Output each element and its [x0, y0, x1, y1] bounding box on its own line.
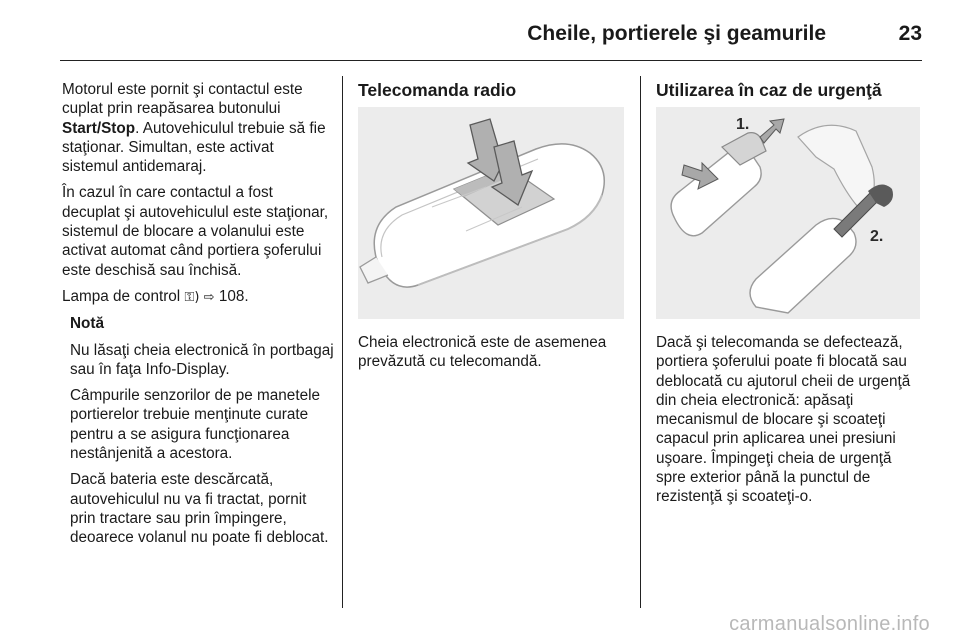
paragraph-steering-lock: În cazul în care contactul a fost decuplat şi autovehiculul este staţionar, sistemul de blocare a volanului este activat automat când portiera şoferului este deschisă sau închisă. — [62, 184, 329, 279]
page-reference-arrow-icon: ⇨ — [203, 289, 215, 305]
note-title: Notă — [70, 315, 104, 333]
figure-label-2: 2. — [870, 228, 884, 245]
paragraph-start-stop: Motorul este pornit şi contactul este cuplat prin reapăsarea butonului Start/Stop. Autovehiculul trebuie să fie staţionar. Simultan, este activat sistemul antidemaraj. — [62, 81, 326, 176]
column-middle — [358, 80, 624, 379]
note-paragraph: Nu lăsaţi cheia electronică în portbagaj sau în faţa Info-Display. — [70, 341, 334, 378]
page-number: 23 — [898, 22, 922, 45]
paragraph-remote: Cheia electronică este de asemenea prevăzută cu telecomandă. — [358, 334, 607, 371]
emergency-key-illustration — [656, 107, 920, 319]
paragraph-control-lamp: Lampa de control ⚿) ⇨ 108. — [62, 287, 249, 305]
control-lamp-icon: ⚿) — [184, 289, 200, 305]
paragraph-emergency: Dacă şi telecomanda se defectează, portiera şoferului poate fi blocată sau deblocată cu ajutorul cheii de urgenţă din cheia electronică: apăsaţi mecanismul de blocare şi scoateţi capacul prin aplicarea unei presiuni uşoare. Împingeţi cheia de urgenţă spre exterior până la punctul de rezistenţă şi scoateţi-o. — [656, 334, 911, 506]
column-left — [62, 80, 334, 555]
column-divider — [640, 76, 641, 608]
section-heading-emergency: Utilizarea în caz de urgenţă — [656, 80, 882, 100]
section-heading-remote: Telecomanda radio — [358, 80, 517, 100]
page-header — [60, 14, 922, 61]
page-title: Cheile, portierele şi geamurile — [527, 22, 826, 45]
watermark: carmanualsonline.info — [729, 613, 930, 635]
note-block — [70, 314, 334, 547]
start-stop-term: Start/Stop — [62, 119, 136, 137]
figure-label-1: 1. — [736, 116, 750, 133]
column-divider — [342, 76, 343, 608]
note-paragraph: Dacă bateria este descărcată, autovehiculul nu va fi tractat, pornit prin tractare sau prin împingere, deoarece volanul nu poate fi deblocat. — [70, 471, 329, 547]
column-right — [656, 80, 924, 514]
note-paragraph: Câmpurile senzorilor de pe manetele portierelor trebuie menţinute curate pentru a se asigura funcţionarea nestânjenită a acestora. — [70, 387, 320, 463]
remote-key-illustration — [358, 107, 624, 319]
